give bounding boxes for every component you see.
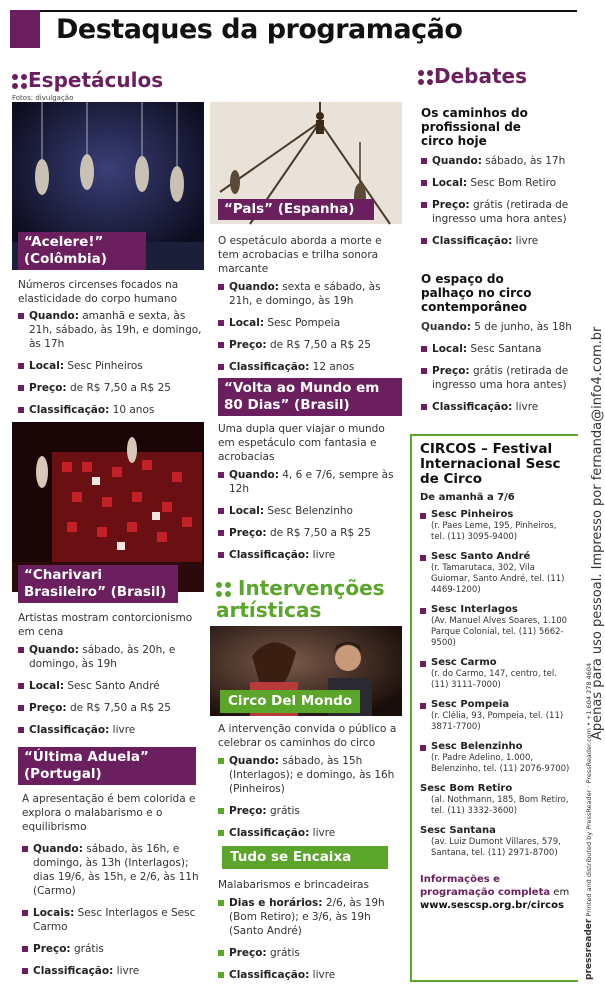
festival-box <box>410 434 578 982</box>
intervention-details-circo-del-mondo <box>218 722 402 840</box>
list-item: Sesc Carmo (r. do Carmo, 147, centro, tel. (11) 3111-7000) <box>420 657 570 691</box>
detail-rating: Classificação: livre <box>218 548 402 562</box>
detail-price: Preço: de R$ 7,50 a R$ 25 <box>18 381 204 395</box>
dots-icon <box>216 582 232 598</box>
show-title-acelere: “Acelere!” (Colômbia) <box>18 232 146 270</box>
detail-rating: Classificação: livre <box>22 964 204 978</box>
page-title: Destaques da programação <box>56 14 463 45</box>
detail-location: Locais: Sesc Interlagos e Sesc Carmo <box>22 906 204 934</box>
show-details-charivari <box>18 611 204 737</box>
detail-when: Quando: amanhã e sexta, às 21h, sábado, às 19h, e domingo, às 17h <box>18 309 204 351</box>
photo-credit: Fotos: divulgação <box>12 94 74 102</box>
detail-when: Quando: sábado, às 20h, e domingo, às 19h <box>18 643 204 671</box>
detail-location: Local: Sesc Santana <box>421 342 573 356</box>
detail-price: Preço: de R$ 7,50 a R$ 25 <box>218 526 402 540</box>
debate-title: Os caminhos do profissional de circo hoje <box>421 106 528 148</box>
list-item: Sesc Santana (av. Luiz Dumont Villares, 579, Santana, tel. (11) 2971-8700) <box>420 825 561 858</box>
list-item: Sesc Belenzinho (r. Padre Adelino, 1.000, Belenzinho, tel. (11) 2076-9700) <box>420 741 570 775</box>
list-item: Sesc Bom Retiro (al. Nothmann, 185, Bom Retiro, tel. (11) 3332-3600) <box>420 783 569 816</box>
pressreader-mark: pressreader Printed and distributed by PressReader · PressReader.com • +1 604 278 4604 <box>584 662 594 980</box>
intervention-description: Malabarismos e brincadeiras <box>218 879 369 891</box>
detail-rating: Classificação: livre <box>18 723 204 737</box>
festival-dates: De amanhã a 7/6 <box>420 492 515 503</box>
detail-price: Preço: de R$ 7,50 a R$ 25 <box>218 338 402 352</box>
detail-when: Dias e horários: 2/6, às 19h (Bom Retiro); e 3/6, às 19h (Santo André) <box>218 896 402 938</box>
detail-rating: Classificação: livre <box>421 234 573 248</box>
debate-1 <box>421 106 573 248</box>
intervention-details-tudo-se-encaixa <box>218 878 402 982</box>
show-details-ultima-aduela <box>22 792 204 978</box>
detail-price: Preço: grátis (retirada de ingresso uma hora antes) <box>421 198 573 226</box>
show-description: Números circenses focados na elasticidade do corpo humano <box>18 279 179 305</box>
detail-location: Local: Sesc Belenzinho <box>218 504 402 518</box>
personal-use-notice: Apenas para uso pessoal. Impresso por fernanda@info4.com.br <box>590 326 605 740</box>
show-title-charivari: “Charivari Brasileiro” (Brasil) <box>18 565 178 603</box>
detail-rating: Classificação: livre <box>218 826 402 840</box>
list-item: Sesc Pinheiros (r. Paes Leme, 195, Pinheiros, tel. (11) 3095-9400) <box>420 509 570 543</box>
festival-title: CIRCOS – Festival Internacional Sesc de Circo <box>420 441 561 487</box>
detail-price: Preço: grátis <box>218 804 402 818</box>
intervention-title-circo-del-mondo: Circo Del Mondo <box>220 690 360 713</box>
venue-list <box>420 509 570 859</box>
dots-icon <box>12 74 28 90</box>
detail-when: Quando: 4, 6 e 7/6, sempre às 12h <box>218 468 402 496</box>
list-item: Sesc Santo André (r. Tamarutaca, 302, Vila Guiomar, Santo André, tel. (11) 4469-1200) <box>420 551 570 596</box>
detail-location: Local: Sesc Pinheiros <box>18 359 204 373</box>
festival-info: Informações e programação completa em www.sescsp.org.br/circos <box>420 874 570 911</box>
detail-price: Preço: grátis <box>22 942 204 956</box>
show-description: Uma dupla quer viajar o mundo em espetáculo com fantasia e acrobacias <box>218 423 385 463</box>
detail-location: Local: Sesc Santo André <box>18 679 204 693</box>
list-item: Sesc Pompeia (r. Clélia, 93, Pompeia, tel. (11) 3871-7700) <box>420 699 570 733</box>
detail-when: Quando: sábado, às 16h, e domingo, às 13h (Interlagos); dias 19/6, às 15h, e 2/6, às 11h (Carmo) <box>22 842 204 898</box>
section-heading-debates: Debates <box>418 64 527 88</box>
pressreader-logo: pressreader <box>584 918 594 980</box>
detail-price: Preço: grátis (retirada de ingresso uma hora antes) <box>421 364 573 392</box>
detail-price: Preço: de R$ 7,50 a R$ 25 <box>18 701 204 715</box>
intervention-title-tudo-se-encaixa: Tudo se Encaixa <box>222 846 388 869</box>
festival-url-link[interactable]: www.sescsp.org.br/circos <box>420 900 564 911</box>
show-description: Artistas mostram contorcionismo em cena <box>18 612 193 638</box>
detail-when: Quando: sábado, às 15h (Interlagos); e domingo, às 16h (Pinheiros) <box>218 754 402 796</box>
list-item: Sesc Interlagos (Av. Manuel Alves Soares, 1.100 Parque Colonial, tel. (11) 5662-9500) <box>420 604 570 649</box>
detail-when: Quando: 5 de junho, às 18h <box>421 321 572 333</box>
show-title-pals: “Pals” (Espanha) <box>218 199 374 220</box>
dots-icon <box>418 70 434 86</box>
detail-rating: Classificação: 10 anos <box>18 403 204 417</box>
show-title-ultima-aduela: “Última Aduela” (Portugal) <box>18 747 196 785</box>
debate-title: O espaço do palhaço no circo contemporâneo <box>421 272 532 314</box>
header-color-block <box>10 10 40 48</box>
detail-price: Preço: grátis <box>218 946 402 960</box>
section-heading-intervencoes: Intervenções artísticas <box>216 576 385 622</box>
detail-location: Local: Sesc Pompeia <box>218 316 402 330</box>
detail-location: Local: Sesc Bom Retiro <box>421 176 573 190</box>
show-description: A apresentação é bem colorida e explora o malabarismo e o equilibrismo <box>22 793 196 833</box>
show-details-pals <box>218 234 402 374</box>
intervention-description: A intervenção convida o público a celebrar os caminhos do circo <box>218 723 397 749</box>
detail-rating: Classificação: livre <box>218 968 402 982</box>
show-details-volta-ao-mundo <box>218 422 402 562</box>
detail-when: Quando: sábado, às 17h <box>421 154 573 168</box>
section-heading-espetaculos: Espetáculos <box>12 68 163 92</box>
show-title-volta-ao-mundo: “Volta ao Mundo em 80 Dias” (Brasil) <box>218 378 402 416</box>
show-details-acelere <box>18 278 204 417</box>
detail-when: Quando: sexta e sábado, às 21h, e domingo, às 19h <box>218 280 402 308</box>
debate-2 <box>421 272 573 414</box>
header-rule <box>40 10 577 12</box>
show-description: O espetáculo aborda a morte e tem acrobacias e trilha sonora marcante <box>218 235 382 275</box>
detail-rating: Classificação: livre <box>421 400 573 414</box>
detail-rating: Classificação: 12 anos <box>218 360 402 374</box>
